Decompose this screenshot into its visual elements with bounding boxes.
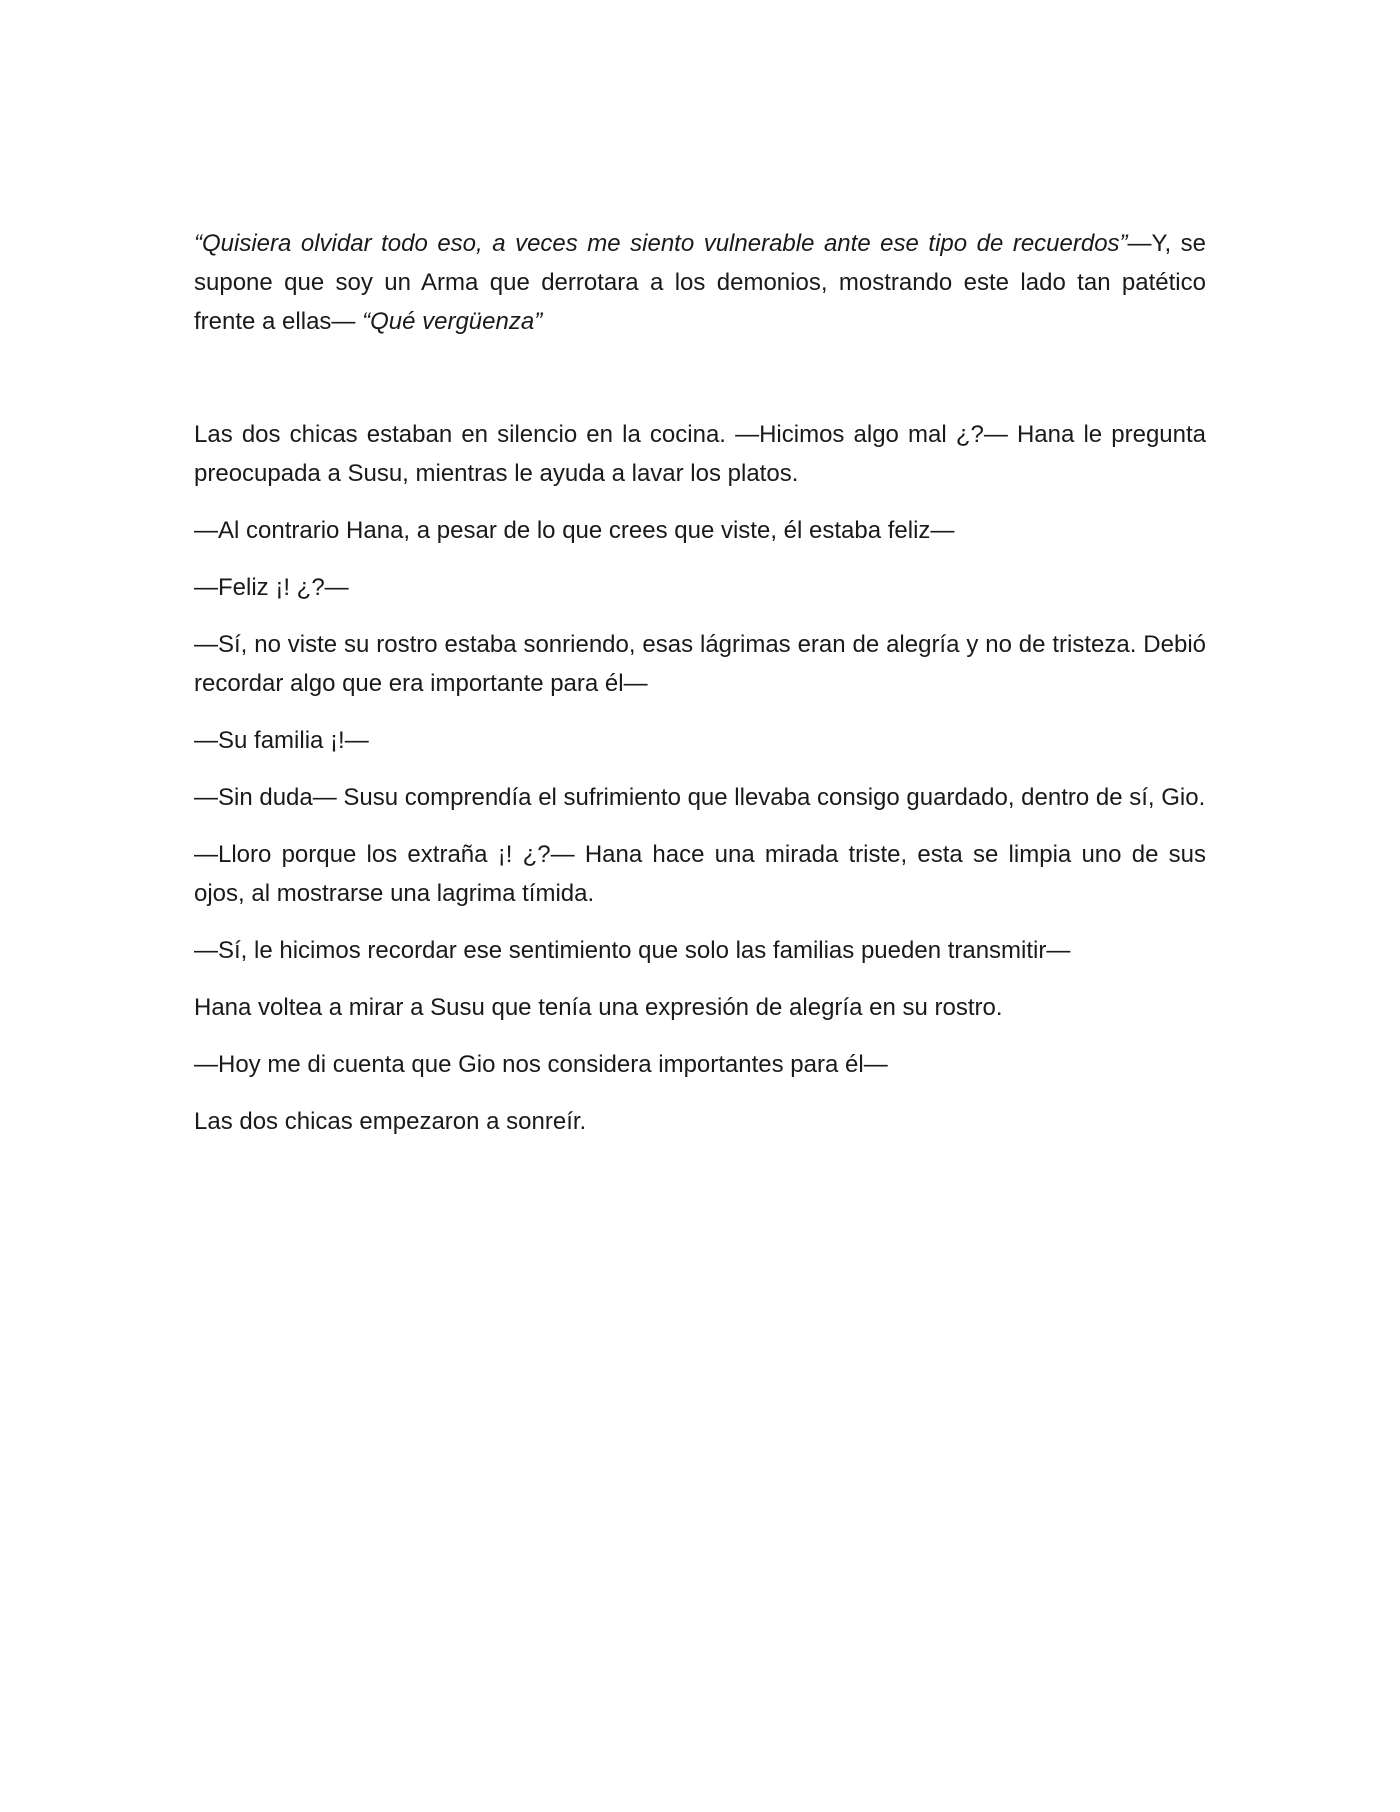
intro-narration: —Y, se supone que soy un Arma que derrotara a los demonios, mostrando este lado tan patético frente a ellas—	[194, 230, 1206, 335]
paragraph: —Feliz ¡! ¿?—	[194, 574, 349, 601]
paragraph: —Sí, le hicimos recordar ese sentimiento que solo las familias pueden transmitir—	[194, 937, 1071, 964]
document-page	[194, 224, 1206, 1159]
paragraph: Hana voltea a mirar a Susu que tenía una expresión de alegría en su rostro.	[194, 994, 1003, 1021]
intro-italic-thought: “Quisiera olvidar todo eso, a veces me siento vulnerable ante ese tipo de recuerdos”	[194, 230, 1128, 257]
paragraph: —Su familia ¡!—	[194, 727, 369, 754]
paragraph: Las dos chicas empezaron a sonreír.	[194, 1108, 587, 1135]
paragraph: —Sin duda— Susu comprendía el sufrimiento que llevaba consigo guardado, dentro de sí, Gio.	[194, 784, 1206, 811]
paragraph: —Al contrario Hana, a pesar de lo que crees que viste, él estaba feliz—	[194, 517, 955, 544]
paragraph: —Sí, no viste su rostro estaba sonriendo, esas lágrimas eran de alegría y no de tristeza. Debió recordar algo que era importante para él—	[194, 631, 1206, 697]
intro-paragraph	[194, 224, 1206, 341]
paragraph: —Lloro porque los extraña ¡! ¿?— Hana hace una mirada triste, esta se limpia uno de sus ojos, al mostrarse una lagrima tímida.	[194, 841, 1206, 907]
intro-italic-closing: “Qué vergüenza”	[362, 308, 543, 335]
paragraph: —Hoy me di cuenta que Gio nos considera importantes para él—	[194, 1051, 888, 1078]
paragraph: Las dos chicas estaban en silencio en la cocina. —Hicimos algo mal ¿?— Hana le pregunta preocupada a Susu, mientras le ayuda a lavar los platos.	[194, 421, 1206, 487]
